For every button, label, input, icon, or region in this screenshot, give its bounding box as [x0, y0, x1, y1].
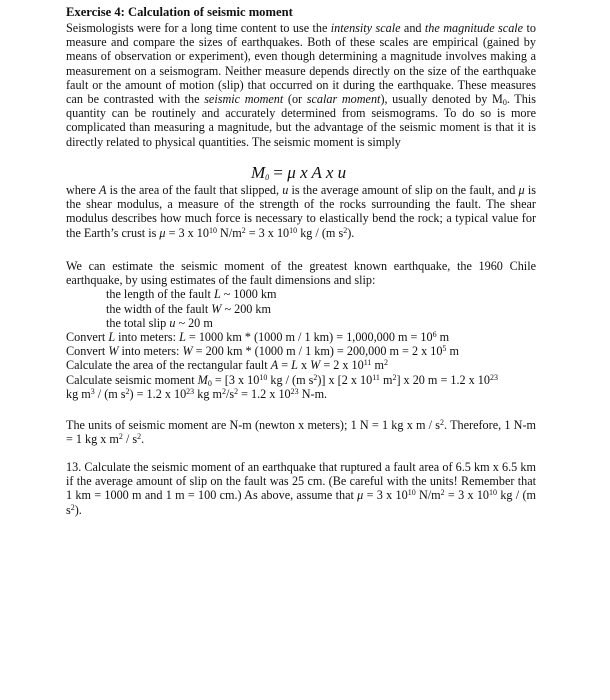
exercise-title: Exercise 4: Calculation of seismic moment [66, 5, 293, 19]
convert-width-line: Convert W into meters: W = 200 km * (1000 m / 1 km) = 200,000 m = 2 x $10^5$ m [66, 344, 459, 359]
question-13-paragraph: 13. Calculate the seismic moment of an earthquake that ruptured a fault area of 6.5 km x 6.5 km if the average amount of slip on the fault was 25 cm. (Be careful with the units! Remember that 1 km = 1000 m and 1 m = 100 cm.) As above, assume that μ = 3 x $10^{10}$ $N/m^2 = 3$ x $10^{10}$ kg / (m $s^2$). [66, 460, 536, 517]
moment-calc-line: Calculate seismic moment $M_0 = [3$ x $10^{10}$ kg / (m $s^2$)] x [2 x $10^{11}$ $m^2$] x 20 m = 1.2 x $10^{23}$ [66, 372, 498, 388]
example-intro: We can estimate the seismic moment of the greatest known earthquake, the 1960 Chile earthquake, by using estimates of the fault dimensions and slip: [66, 259, 536, 288]
example-paragraph [66, 259, 536, 401]
convert-length-line: Convert L into meters: L = 1000 km * (1000 m / 1 km) = 1,000,000 $m = 10^6$ m [66, 330, 450, 345]
moment-result-line: kg $m^3 / (m$ $s^2) = 1.2$ x $10^{23}$ kg $m^2/s^2 = 1.2$ x $10^{23}$ N-m. [66, 386, 328, 401]
fault-length-line: the length of the fault L ~ 1000 km [106, 287, 277, 302]
fault-width-line: the width of the fault W ~ 200 km [106, 301, 272, 316]
units-paragraph: The units of seismic moment are N-m (newton x meters); 1 N = 1 kg x m / $s^2$. Therefore, 1 N-m = 1 kg x $m^2 / s^2$. [66, 418, 537, 447]
definitions-paragraph: where A is the area of the fault that slipped, u is the average amount of slip on the fault, and μ is the shear modulus, a measure of the strength of the rocks surrounding the fault. The shear modulus describes how much force is necessary to elastically bend the rock; a typical value for the Earth’s crust is μ = 3 x $10^{10}$ $N/m^2 = 3$ x $10^{10}$ kg / (m $s^2$). [66, 183, 536, 240]
slip-line: the total slip u ~ 20 m [106, 315, 213, 330]
seismic-moment-formula: $M_0 = \mu$ x A x u [251, 163, 347, 182]
intro-paragraph: Seismologists were for a long time content to use the intensity scale and the magnitude scale to measure and compare the sizes of earthquakes. Both of these scales are empirical (gained by means of observation or experiment), even though determining a magnitude involves making a measurement on a seismogram. Neither measure depends directly on the size of the earthquake fault or the amount of motion (slip) that occurred on it during the earthquake. These measures can be contrasted with the seismic moment (or scalar moment), usually denoted by $M_0$. This quantity can be routinely and accurately determined from seismograms. To do so is more complicated than measuring a magnitude, but the advantage of the seismic moment is that it is directly related to physical quantities. The seismic moment is simply [66, 21, 536, 149]
area-line: Calculate the area of the rectangular fault A = L x W = 2 x $10^{11}$ $m^2$ [66, 358, 388, 373]
